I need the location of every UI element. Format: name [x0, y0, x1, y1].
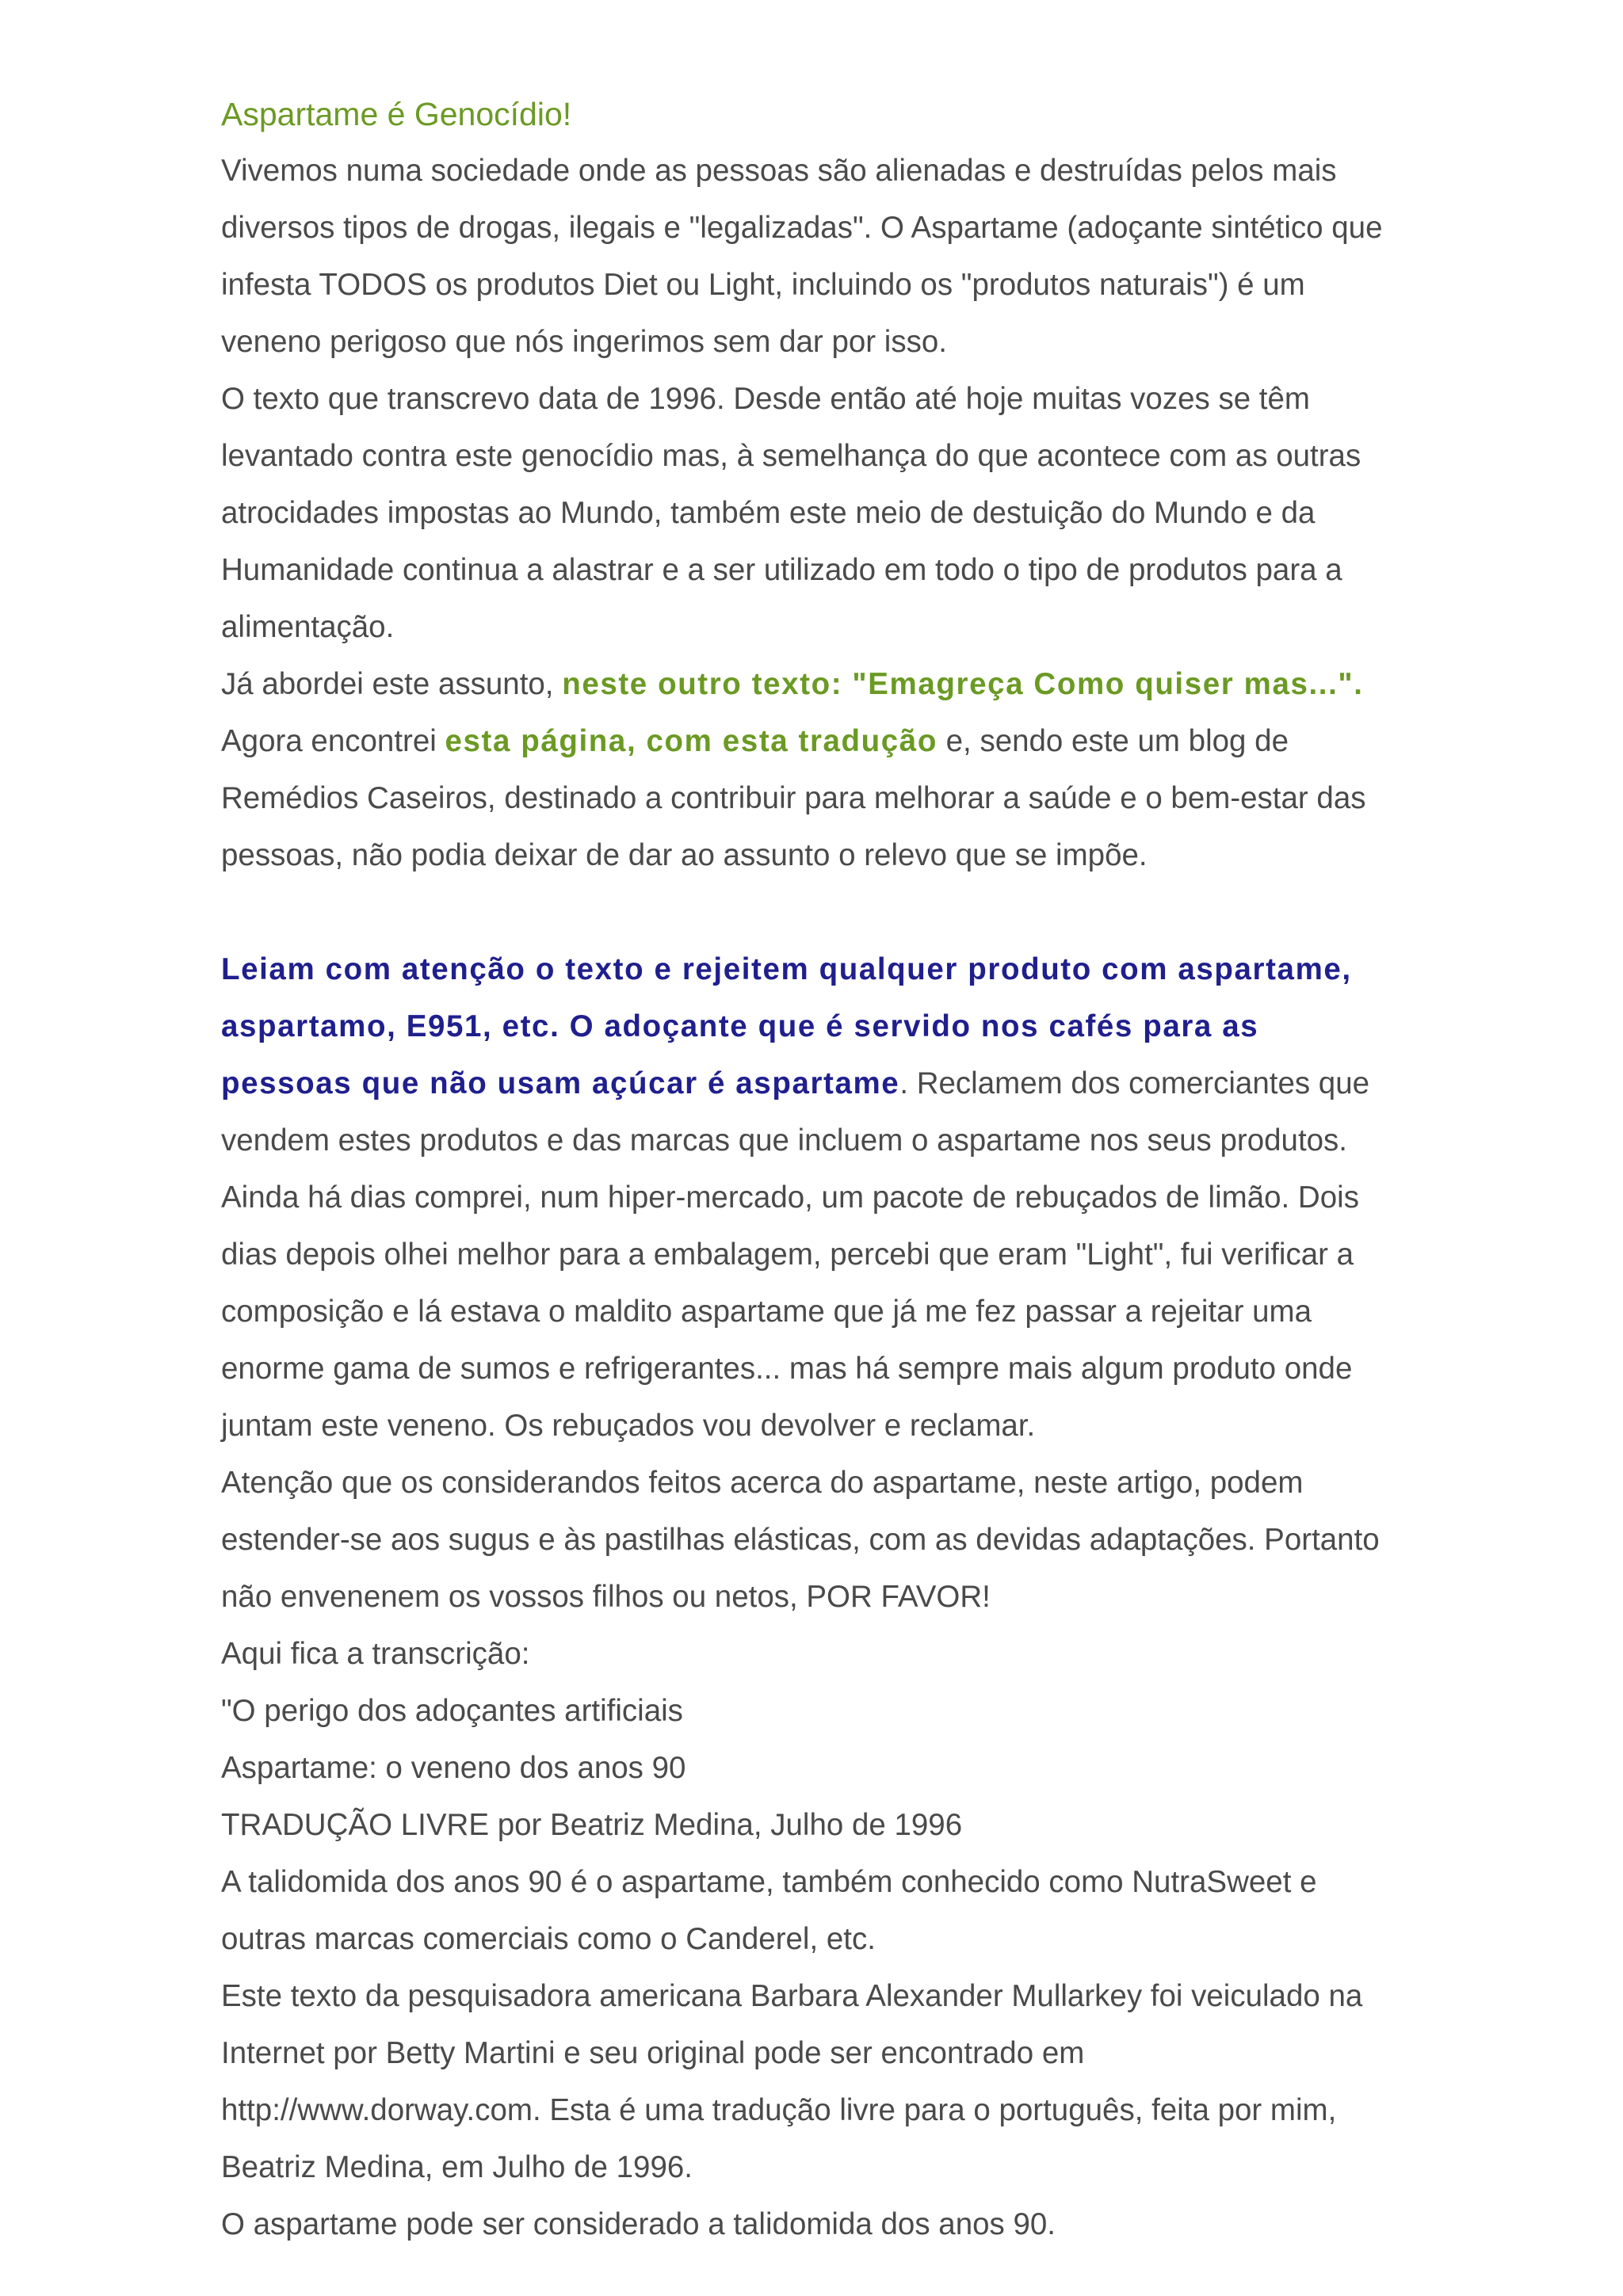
- text-line: Vivemos numa sociedade onde as pessoas são alienadas e destruídas pelos mais: [221, 154, 1337, 188]
- text-line: Internet por Betty Martini e seu original pode ser encontrado em: [221, 2036, 1085, 2070]
- text-line: dias depois olhei melhor para a embalagem, percebi que eram "Light", fui verificar a: [221, 1238, 1354, 1272]
- text-line: veneno perigoso que nós ingerimos sem dar por isso.: [221, 325, 947, 359]
- text-fragment: e, sendo este um blog de: [937, 724, 1289, 758]
- text-line: não envenenem os vossos filhos ou netos, POR FAVOR!: [221, 1580, 991, 1614]
- document-page: [221, 86, 1489, 2253]
- text-line: Este texto da pesquisadora americana Barbara Alexander Mullarkey foi veiculado na: [221, 1979, 1363, 2013]
- text-line: Ainda há dias comprei, num hiper-mercado, um pacote de rebuçados de limão. Dois: [221, 1180, 1359, 1215]
- text-line: pessoas, não podia deixar de dar ao assunto o relevo que se impõe.: [221, 838, 1148, 872]
- link-source-page[interactable]: esta página, com esta tradução: [445, 724, 938, 758]
- paragraph-transcription: [221, 1626, 1489, 2253]
- text-line: Humanidade continua a alastrar e a ser utilizado em todo o tipo de produtos para a: [221, 553, 1342, 587]
- text-line: vendem estes produtos e das marcas que incluem o aspartame nos seus produtos.: [221, 1123, 1348, 1158]
- text-line: juntam este veneno. Os rebuçados vou devolver e reclamar.: [221, 1409, 1036, 1443]
- emphasis-line: aspartamo, E951, etc. O adoçante que é servido nos cafés para as: [221, 1009, 1259, 1043]
- text-line: Atenção que os considerandos feitos acerca do aspartame, neste artigo, podem: [221, 1466, 1304, 1500]
- paragraph-warning: [221, 941, 1489, 1455]
- paragraph-spacer: [221, 884, 1489, 941]
- text-line: A talidomida dos anos 90 é o aspartame, também conhecido como NutraSweet e: [221, 1865, 1317, 1899]
- text-line: [221, 1055, 1489, 1112]
- text-line: enorme gama de sumos e refrigerantes... mas há sempre mais algum produto onde: [221, 1352, 1353, 1386]
- text-line: Aspartame: o veneno dos anos 90: [221, 1751, 686, 1785]
- emphasis-fragment: pessoas que não usam açúcar é aspartame: [221, 1066, 900, 1100]
- text-line: Remédios Caseiros, destinado a contribuir para melhorar a saúde e o bem-estar das: [221, 781, 1366, 815]
- text-line: "O perigo dos adoçantes artificiais: [221, 1694, 683, 1728]
- text-line: TRADUÇÃO LIVRE por Beatriz Medina, Julho de 1996: [221, 1808, 963, 1842]
- text-line: atrocidades impostas ao Mundo, também este meio de destuição do Mundo e da: [221, 496, 1316, 530]
- text-line: outras marcas comerciais como o Canderel, etc.: [221, 1922, 876, 1956]
- text-fragment: . Reclamem dos comerciantes que: [899, 1066, 1370, 1100]
- text-line: Aqui fica a transcrição:: [221, 1637, 530, 1671]
- text-line: infesta TODOS os produtos Diet ou Light, incluindo os "produtos naturais") é um: [221, 268, 1305, 302]
- text-line: levantado contra este genocídio mas, à semelhança do que acontece com as outras: [221, 439, 1361, 473]
- text-line: diversos tipos de drogas, ilegais e "legalizadas". O Aspartame (adoçante sintético que: [221, 211, 1383, 245]
- post-title: Aspartame é Genocídio!: [221, 96, 572, 132]
- text-line: O texto que transcrevo data de 1996. Desde então até hoje muitas vozes se têm: [221, 382, 1310, 416]
- text-fragment: Já abordei este assunto,: [221, 667, 563, 701]
- paragraph-note: [221, 1455, 1489, 1626]
- paragraph-intro: [221, 143, 1489, 371]
- text-line: estender-se aos sugus e às pastilhas elásticas, com as devidas adaptações. Portanto: [221, 1523, 1380, 1557]
- text-line: O aspartame pode ser considerado a talidomida dos anos 90.: [221, 2207, 1056, 2241]
- text-line: [221, 656, 1489, 713]
- text-line: alimentação.: [221, 610, 395, 644]
- emphasis-line: Leiam com atenção o texto e rejeitem qualquer produto com aspartame,: [221, 952, 1352, 986]
- link-other-article[interactable]: neste outro texto: "Emagreça Como quiser mas...".: [562, 667, 1364, 701]
- text-line: [221, 713, 1489, 770]
- paragraph-context: [221, 371, 1489, 656]
- text-line: composição e lá estava o maldito aspartame que já me fez passar a rejeitar uma: [221, 1295, 1312, 1329]
- text-fragment: Agora encontrei: [221, 724, 445, 758]
- text-line: http://www.dorway.com. Esta é uma tradução livre para o português, feita por mim,: [221, 2093, 1337, 2127]
- text-line: Beatriz Medina, em Julho de 1996.: [221, 2150, 693, 2184]
- paragraph-links: [221, 656, 1489, 884]
